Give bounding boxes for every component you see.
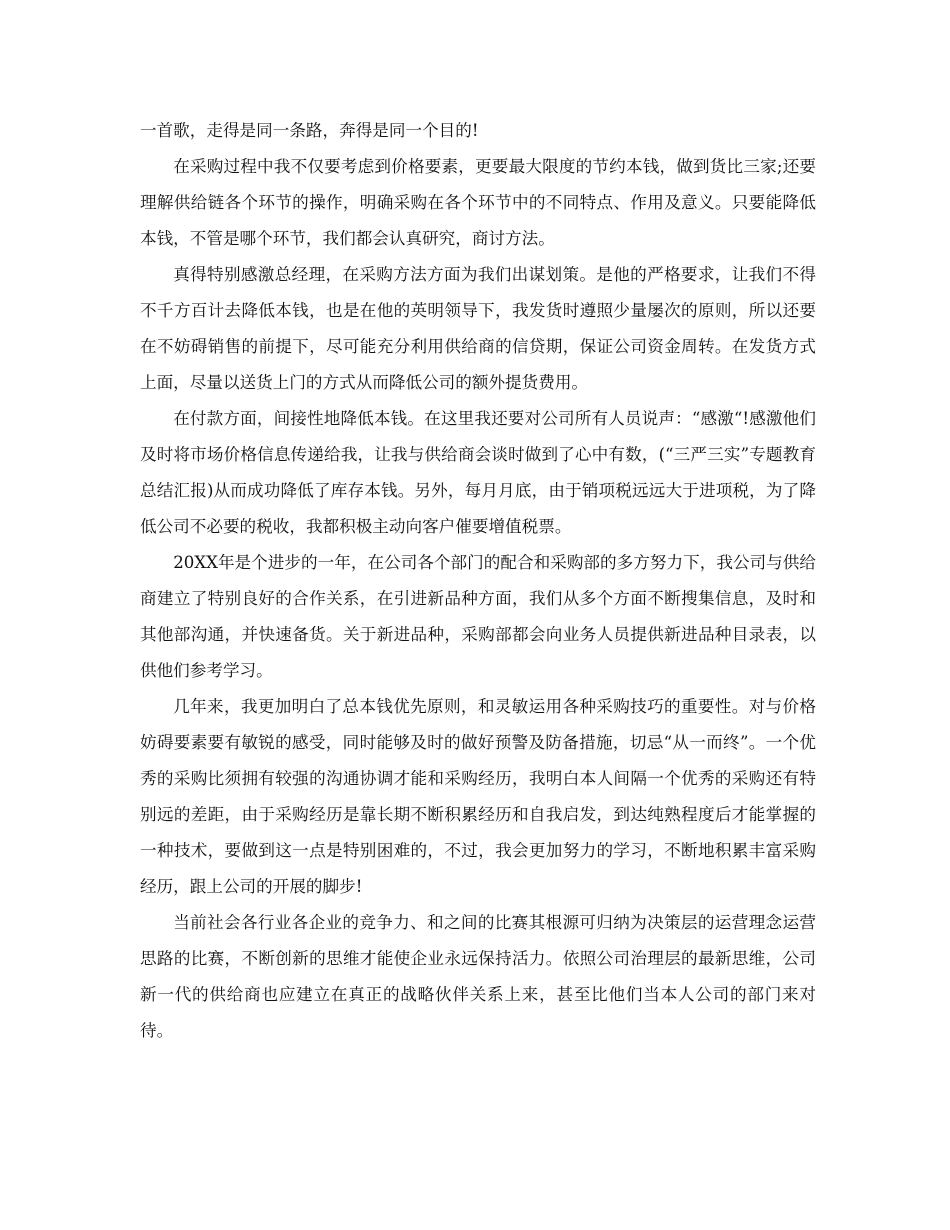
paragraph-cost-saving: 在采购过程中我不仅要考虑到价格要素，更要最大限度的节约本钱，做到货比三家;还要理解供给链各个环节的操作，明确采购在各个环节中的不同特点、作用及意义。只要能降低本钱，不管是哪个环节，我们都会认真研究，商讨方法。 <box>140 157 816 248</box>
document-page <box>140 113 816 1049</box>
paragraph-payment: 在付款方面，间接性地降低本钱。在这里我还要对公司所有人员说声：“感激“!感激他们及时将市场价格信息传递给我，让我与供给商会谈时做到了心中有数，(“三严三实”专题教育总结汇报)从而成功降低了库存本钱。另外，每月月底，由于销项税远远大于进项税，为了降低公司不必要的税收，我都积极主动向客户催要增值税票。 <box>140 409 816 536</box>
paragraph-thanks-manager: 真得特别感激总经理，在采购方法方面为我们出谋划策。是他的严格要求，让我们不得不千方百计去降低本钱，也是在他的英明领导下，我发货时遵照少量屡次的原则，所以还要在不妨碍销售的前提下，尽可能充分利用供给商的信贷期，保证公司资金周转。在发货方式上面，尽量以送货上门的方式从而降低公司的额外提货费用。 <box>140 265 816 392</box>
paragraph-lessons: 几年来，我更加明白了总本钱优先原则，和灵敏运用各种采购技巧的重要性。对与价格妨碍要素要有敏锐的感受，同时能够及时的做好预警及防备措施，切忌“从一而终”。一个优秀的采购比须拥有较强的沟通协调才能和采购经历，我明白本人间隔一个优秀的采购还有特别远的差距，由于采购经历是靠长期不断积累经历和自我启发，到达纯熟程度后才能掌握的一种技术，要做到这一点是特别困难的，不过，我会更加努力的学习，不断地积累丰富采购经历，跟上公司的开展的脚步! <box>140 697 816 896</box>
paragraph-outlook: 当前社会各行业各企业的竞争力、和之间的比赛其根源可归纳为决策层的运营理念运营思路的比赛，不断创新的思维才能使企业永远保持活力。依照公司治理层的最新思维，公司新一代的供给商也应建立在真正的战略伙伴关系上来，甚至比他们当本人公司的部门来对待。 <box>140 913 816 1040</box>
paragraph-continued: 一首歌，走得是同一条路，奔得是同一个目的! <box>140 121 479 140</box>
paragraph-year-progress: 20XX年是个进步的一年，在公司各个部门的配合和采购部的多方努力下，我公司与供给商建立了特别良好的合作关系，在引进新品种方面，我们从多个方面不断搜集信息，及时和其他部沟通，并快速备货。关于新进品种，采购部都会向业务人员提供新进品种目录表，以供他们参考学习。 <box>140 553 816 680</box>
